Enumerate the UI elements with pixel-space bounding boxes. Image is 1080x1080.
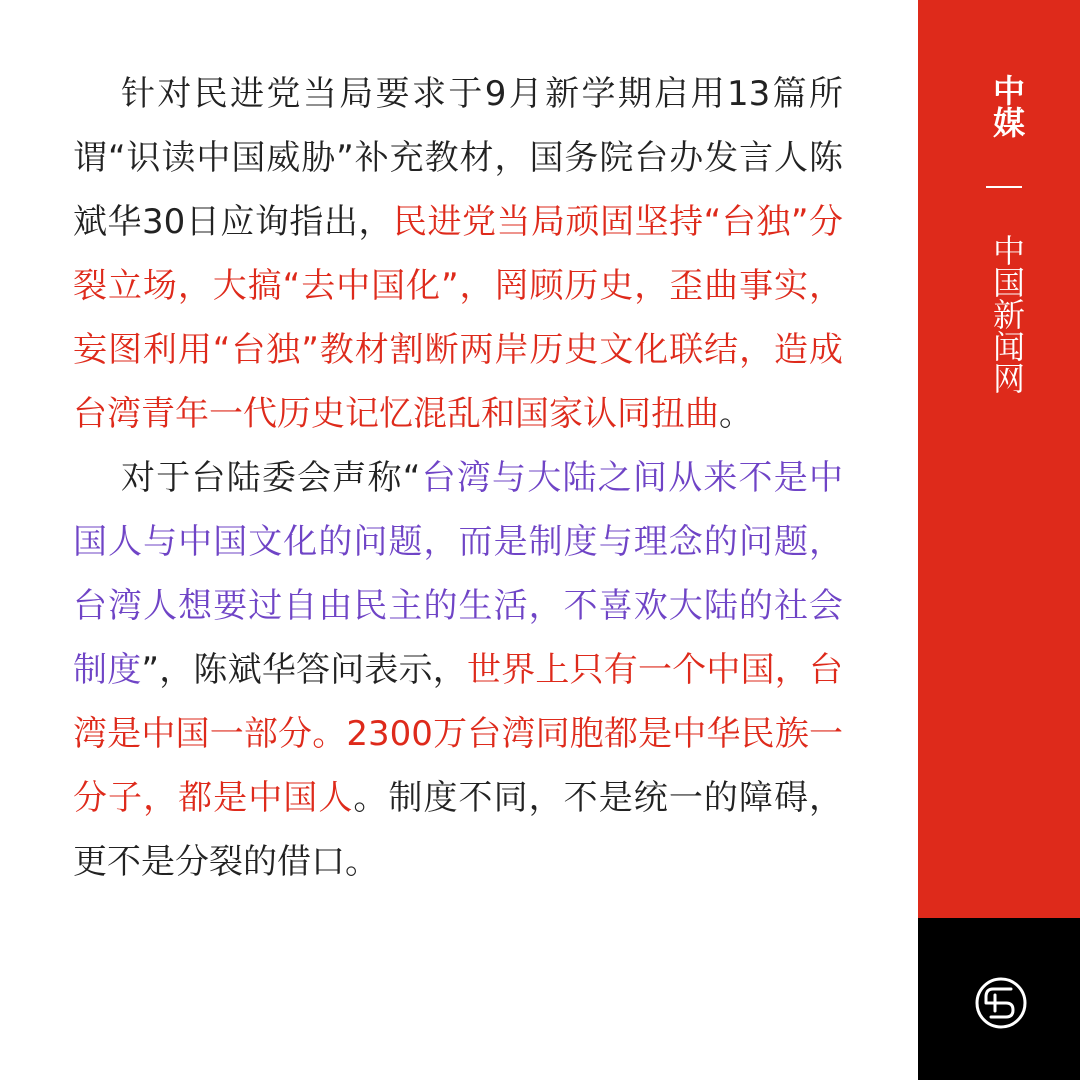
article-body [73,62,843,894]
paragraph-2-text-c: 。制度不同，不是统一的障碍，更不是分裂的借口。 [73,778,844,882]
paragraph-1 [73,62,843,446]
paragraph-2 [73,446,843,894]
paragraph-2-purple-highlight: 台湾与大陆之间从来不是中国人与中国文化的问题，而是制度与理念的问题，台湾人想要过自由民主的生活，不喜欢大陆的社会制度 [73,458,843,690]
paragraph-2-red-highlight: 世界上只有一个中国，台湾是中国一部分。2300万台湾同胞都是中华民族一分子，都是中国人 [73,650,844,818]
paragraph-1-text-b: 。 [719,394,753,434]
chinanews-logo-icon [973,975,1029,1031]
paragraph-2-text-a: 对于台陆委会声称“ [121,458,421,498]
source-label: 中国新闻网 [988,234,1026,394]
paragraph-1-red-highlight: 民进党当局顽固坚持“台独”分裂立场，大搞“去中国化”，罔顾历史，歪曲事实，妄图利用“台独”教材割断两岸历史文化联结，造成台湾青年一代历史记忆混乱和国家认同扭曲 [73,202,843,434]
sidebar-divider [986,186,1022,188]
brand-label: 中媒 [988,74,1026,138]
paragraph-1-text-a: 针对民进党当局要求于9月新学期启用13篇所谓“识读中国威胁”补充教材，国务院台办发言人陈斌华30日应询指出， [73,74,843,242]
paragraph-2-text-b: ”，陈斌华答问表示， [141,650,468,690]
